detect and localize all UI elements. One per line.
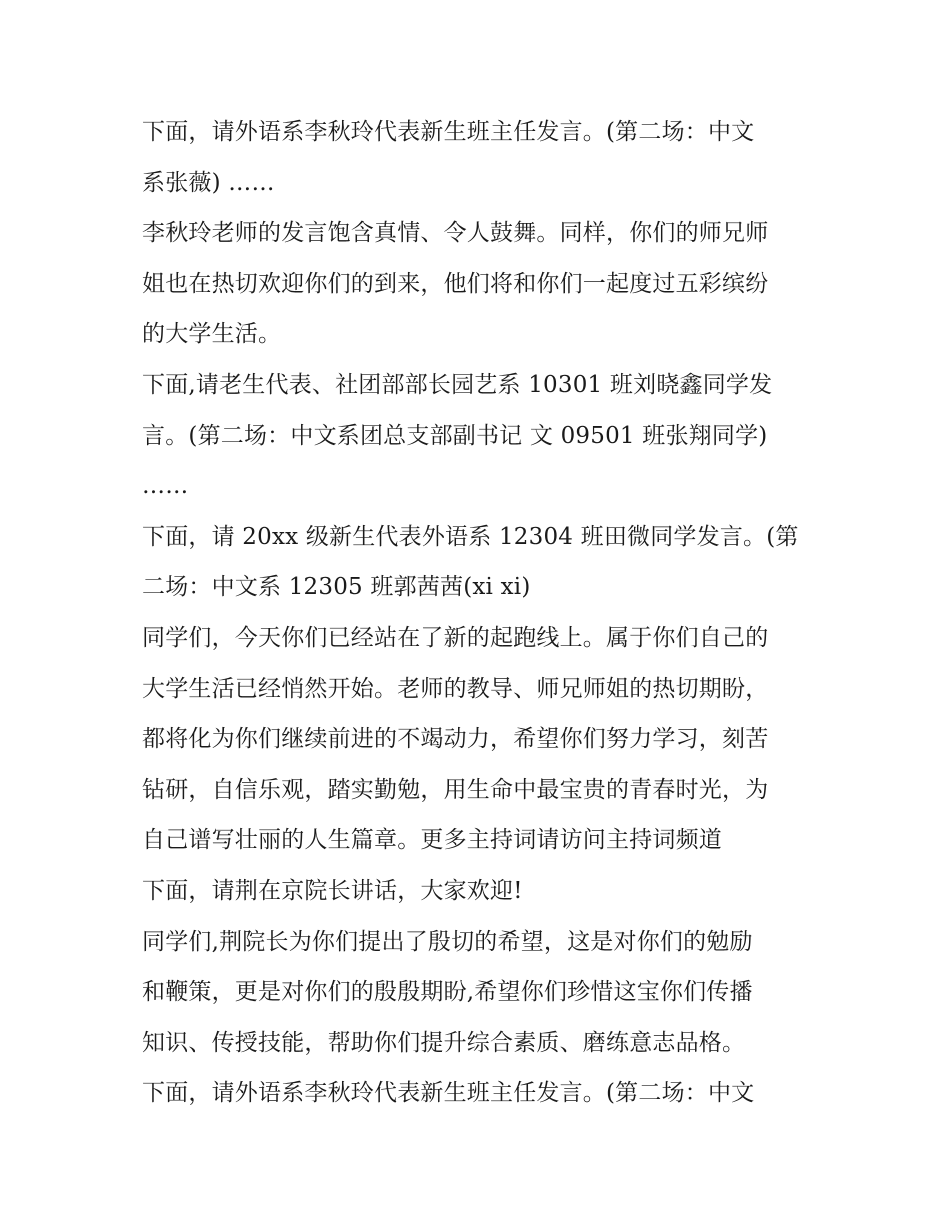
text-line: 和鞭策，更是对你们的殷殷期盼,希望你们珍惜这宝你们传播 bbox=[142, 979, 753, 1006]
paragraph bbox=[142, 917, 832, 1069]
text-line: 言。(第二场：中文系团总支部副书记 文 09501 班张翔同学) bbox=[142, 422, 768, 449]
paragraph bbox=[142, 512, 832, 613]
text-line: 知识、传授技能，帮助你们提升综合素质、磨练意志品格。 bbox=[142, 1029, 746, 1056]
document-body bbox=[142, 107, 832, 1119]
paragraph bbox=[142, 360, 832, 512]
text-line: 下面，请外语系李秋玲代表新生班主任发言。(第二场：中文 bbox=[142, 119, 755, 145]
text-line: 姐也在热切欢迎你们的到来，他们将和你们一起度过五彩缤纷 bbox=[142, 270, 769, 297]
text-line: 同学们,荆院长为你们提出了殷切的希望，这是对你们的勉励 bbox=[142, 928, 753, 955]
text-line: 自己谱写壮丽的人生篇章。更多主持词请访问主持词频道 bbox=[142, 827, 722, 854]
text-line: 下面，请 20xx 级新生代表外语系 12304 班田微同学发言。(第 bbox=[142, 523, 799, 550]
text-line: 同学们，今天你们已经站在了新的起跑线上。属于你们自己的 bbox=[142, 624, 769, 651]
text-line: 的大学生活。 bbox=[142, 321, 282, 348]
text-line: 下面，请荆在京院长讲话，大家欢迎! bbox=[142, 877, 523, 904]
text-line: 二场：中文系 12305 班郭茜茜(xi xi) bbox=[142, 574, 531, 601]
text-line: 下面,请老生代表、社团部部长园艺系 10301 班刘晓鑫同学发 bbox=[142, 371, 773, 398]
paragraph bbox=[142, 866, 832, 917]
text-line: 都将化为你们继续前进的不竭动力，希望你们努力学习，刻苦 bbox=[142, 726, 769, 753]
text-line: 李秋玲老师的发言饱含真情、令人鼓舞。同样，你们的师兄师 bbox=[142, 220, 769, 247]
text-line: 下面，请外语系李秋玲代表新生班主任发言。(第二场：中文 bbox=[142, 1080, 755, 1107]
paragraph bbox=[142, 613, 832, 866]
text-line: 钻研，自信乐观，踏实勤勉，用生命中最宝贵的青春时光，为 bbox=[142, 776, 769, 803]
paragraph bbox=[142, 208, 832, 360]
paragraph bbox=[142, 107, 832, 208]
text-line: 系张薇) …… bbox=[142, 169, 275, 196]
text-line: …… bbox=[142, 473, 189, 500]
paragraph bbox=[142, 1068, 832, 1119]
text-line: 大学生活已经悄然开始。老师的教导、师兄师姐的热切期盼， bbox=[142, 675, 769, 702]
